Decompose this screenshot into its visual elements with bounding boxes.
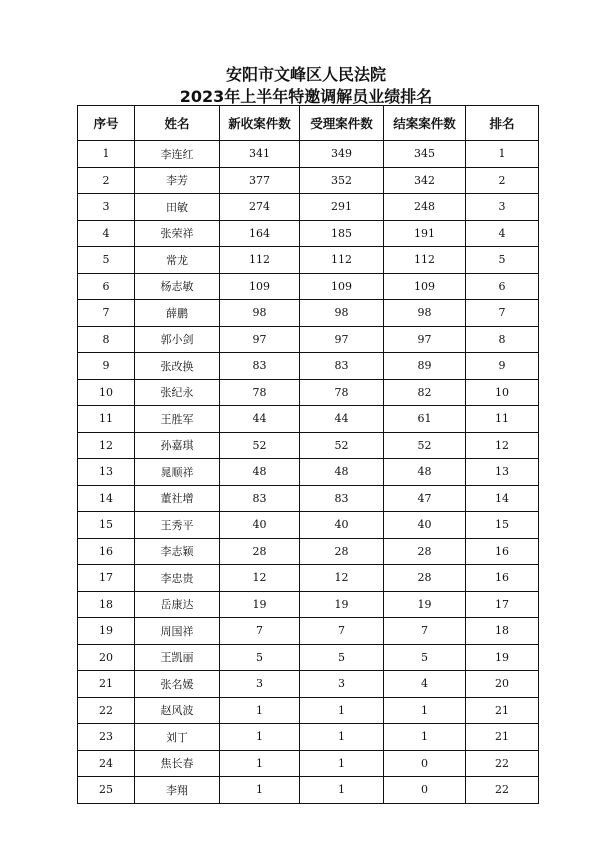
cell-rank: 5 [466,247,539,274]
cell-index: 5 [78,247,135,274]
table-row [78,724,539,751]
table-row [78,671,539,698]
cell-rank: 19 [466,644,539,671]
cell-rank: 21 [466,724,539,751]
cell-closed-cases: 47 [384,485,466,512]
table-row [78,485,539,512]
cell-accepted-cases: 52 [300,432,384,459]
cell-index: 19 [78,618,135,645]
cell-accepted-cases: 5 [300,644,384,671]
cell-accepted-cases: 98 [300,300,384,327]
cell-rank: 20 [466,671,539,698]
cell-name: 王秀平 [135,512,220,539]
table-row [78,326,539,353]
table-row [78,220,539,247]
cell-accepted-cases: 185 [300,220,384,247]
cell-new-cases: 78 [220,379,300,406]
cell-name: 李连红 [135,141,220,168]
cell-accepted-cases: 291 [300,194,384,221]
cell-rank: 9 [466,353,539,380]
table-row [78,141,539,168]
cell-name: 李翔 [135,777,220,804]
cell-index: 4 [78,220,135,247]
cell-index: 18 [78,591,135,618]
cell-closed-cases: 89 [384,353,466,380]
cell-new-cases: 7 [220,618,300,645]
table-row [78,644,539,671]
cell-closed-cases: 109 [384,273,466,300]
cell-rank: 15 [466,512,539,539]
cell-name: 孙嘉琪 [135,432,220,459]
table-row [78,538,539,565]
cell-new-cases: 1 [220,724,300,751]
cell-closed-cases: 28 [384,565,466,592]
column-header-new-cases: 新收案件数 [220,106,300,141]
cell-name: 王胜军 [135,406,220,433]
cell-new-cases: 44 [220,406,300,433]
ranking-table [77,105,539,804]
cell-accepted-cases: 83 [300,485,384,512]
cell-rank: 16 [466,538,539,565]
cell-accepted-cases: 352 [300,167,384,194]
cell-new-cases: 98 [220,300,300,327]
cell-index: 22 [78,697,135,724]
cell-accepted-cases: 78 [300,379,384,406]
cell-rank: 8 [466,326,539,353]
cell-name: 王凯丽 [135,644,220,671]
cell-accepted-cases: 7 [300,618,384,645]
cell-closed-cases: 191 [384,220,466,247]
cell-rank: 1 [466,141,539,168]
table-row [78,406,539,433]
cell-new-cases: 377 [220,167,300,194]
cell-index: 3 [78,194,135,221]
cell-accepted-cases: 40 [300,512,384,539]
cell-rank: 17 [466,591,539,618]
cell-closed-cases: 345 [384,141,466,168]
column-header-accepted-cases: 受理案件数 [300,106,384,141]
cell-index: 8 [78,326,135,353]
cell-accepted-cases: 19 [300,591,384,618]
cell-accepted-cases: 44 [300,406,384,433]
cell-name: 焦长春 [135,750,220,777]
cell-closed-cases: 248 [384,194,466,221]
table-row [78,432,539,459]
cell-index: 9 [78,353,135,380]
cell-new-cases: 12 [220,565,300,592]
cell-accepted-cases: 1 [300,697,384,724]
cell-index: 16 [78,538,135,565]
cell-name: 常龙 [135,247,220,274]
cell-index: 20 [78,644,135,671]
cell-name: 郭小剑 [135,326,220,353]
cell-index: 6 [78,273,135,300]
cell-name: 岳康达 [135,591,220,618]
table-header-row [78,106,539,141]
table-row [78,167,539,194]
cell-closed-cases: 7 [384,618,466,645]
table-row [78,512,539,539]
cell-index: 11 [78,406,135,433]
cell-new-cases: 341 [220,141,300,168]
cell-name: 田敏 [135,194,220,221]
cell-new-cases: 109 [220,273,300,300]
table-row [78,247,539,274]
table-row [78,379,539,406]
cell-accepted-cases: 12 [300,565,384,592]
cell-name: 张纪永 [135,379,220,406]
table-row [78,591,539,618]
table-row [78,565,539,592]
cell-index: 7 [78,300,135,327]
cell-name: 杨志敏 [135,273,220,300]
cell-index: 12 [78,432,135,459]
cell-closed-cases: 28 [384,538,466,565]
cell-name: 李芳 [135,167,220,194]
cell-name: 董社增 [135,485,220,512]
table-row [78,697,539,724]
cell-index: 24 [78,750,135,777]
cell-rank: 14 [466,485,539,512]
cell-new-cases: 274 [220,194,300,221]
cell-new-cases: 97 [220,326,300,353]
cell-closed-cases: 1 [384,697,466,724]
cell-accepted-cases: 109 [300,273,384,300]
column-header-name: 姓名 [135,106,220,141]
cell-new-cases: 19 [220,591,300,618]
cell-new-cases: 40 [220,512,300,539]
column-header-rank: 排名 [466,106,539,141]
table-row [78,353,539,380]
table-row [78,750,539,777]
cell-new-cases: 83 [220,353,300,380]
cell-rank: 21 [466,697,539,724]
cell-rank: 22 [466,777,539,804]
cell-rank: 18 [466,618,539,645]
cell-closed-cases: 98 [384,300,466,327]
table-row [78,273,539,300]
cell-index: 23 [78,724,135,751]
cell-rank: 16 [466,565,539,592]
cell-rank: 3 [466,194,539,221]
cell-rank: 13 [466,459,539,486]
cell-closed-cases: 4 [384,671,466,698]
cell-new-cases: 3 [220,671,300,698]
cell-closed-cases: 40 [384,512,466,539]
cell-new-cases: 28 [220,538,300,565]
cell-new-cases: 164 [220,220,300,247]
cell-index: 10 [78,379,135,406]
cell-closed-cases: 1 [384,724,466,751]
table-row [78,618,539,645]
cell-rank: 7 [466,300,539,327]
cell-closed-cases: 61 [384,406,466,433]
cell-new-cases: 83 [220,485,300,512]
cell-rank: 2 [466,167,539,194]
column-header-closed-cases: 结案案件数 [384,106,466,141]
table-row [78,300,539,327]
cell-accepted-cases: 83 [300,353,384,380]
cell-index: 25 [78,777,135,804]
cell-name: 张荣祥 [135,220,220,247]
cell-new-cases: 48 [220,459,300,486]
cell-rank: 22 [466,750,539,777]
cell-closed-cases: 112 [384,247,466,274]
cell-accepted-cases: 28 [300,538,384,565]
cell-index: 2 [78,167,135,194]
cell-accepted-cases: 48 [300,459,384,486]
column-header-index: 序号 [78,106,135,141]
cell-closed-cases: 0 [384,777,466,804]
cell-index: 17 [78,565,135,592]
cell-new-cases: 1 [220,777,300,804]
cell-accepted-cases: 1 [300,777,384,804]
cell-closed-cases: 97 [384,326,466,353]
cell-index: 15 [78,512,135,539]
cell-name: 张名媛 [135,671,220,698]
cell-closed-cases: 0 [384,750,466,777]
table-body [78,141,539,804]
cell-rank: 11 [466,406,539,433]
cell-name: 李志颖 [135,538,220,565]
table-row [78,777,539,804]
cell-name: 李忠贵 [135,565,220,592]
cell-new-cases: 52 [220,432,300,459]
page-title: 安阳市文峰区人民法院 [225,65,386,84]
cell-accepted-cases: 1 [300,750,384,777]
cell-index: 13 [78,459,135,486]
cell-index: 1 [78,141,135,168]
cell-accepted-cases: 97 [300,326,384,353]
cell-name: 薛鹏 [135,300,220,327]
cell-index: 21 [78,671,135,698]
cell-index: 14 [78,485,135,512]
cell-closed-cases: 82 [384,379,466,406]
cell-rank: 4 [466,220,539,247]
cell-name: 周国祥 [135,618,220,645]
cell-accepted-cases: 112 [300,247,384,274]
cell-closed-cases: 19 [384,591,466,618]
cell-closed-cases: 48 [384,459,466,486]
cell-accepted-cases: 1 [300,724,384,751]
cell-closed-cases: 5 [384,644,466,671]
cell-name: 赵风波 [135,697,220,724]
cell-name: 张改换 [135,353,220,380]
cell-new-cases: 5 [220,644,300,671]
cell-closed-cases: 342 [384,167,466,194]
cell-name: 晁顺祥 [135,459,220,486]
cell-new-cases: 112 [220,247,300,274]
cell-accepted-cases: 349 [300,141,384,168]
table-row [78,194,539,221]
cell-new-cases: 1 [220,697,300,724]
cell-rank: 12 [466,432,539,459]
cell-closed-cases: 52 [384,432,466,459]
cell-rank: 6 [466,273,539,300]
cell-accepted-cases: 3 [300,671,384,698]
cell-new-cases: 1 [220,750,300,777]
table-row [78,459,539,486]
cell-name: 刘丁 [135,724,220,751]
page-subtitle: 2023年上半年特邀调解员业绩排名 [179,87,433,106]
cell-rank: 10 [466,379,539,406]
